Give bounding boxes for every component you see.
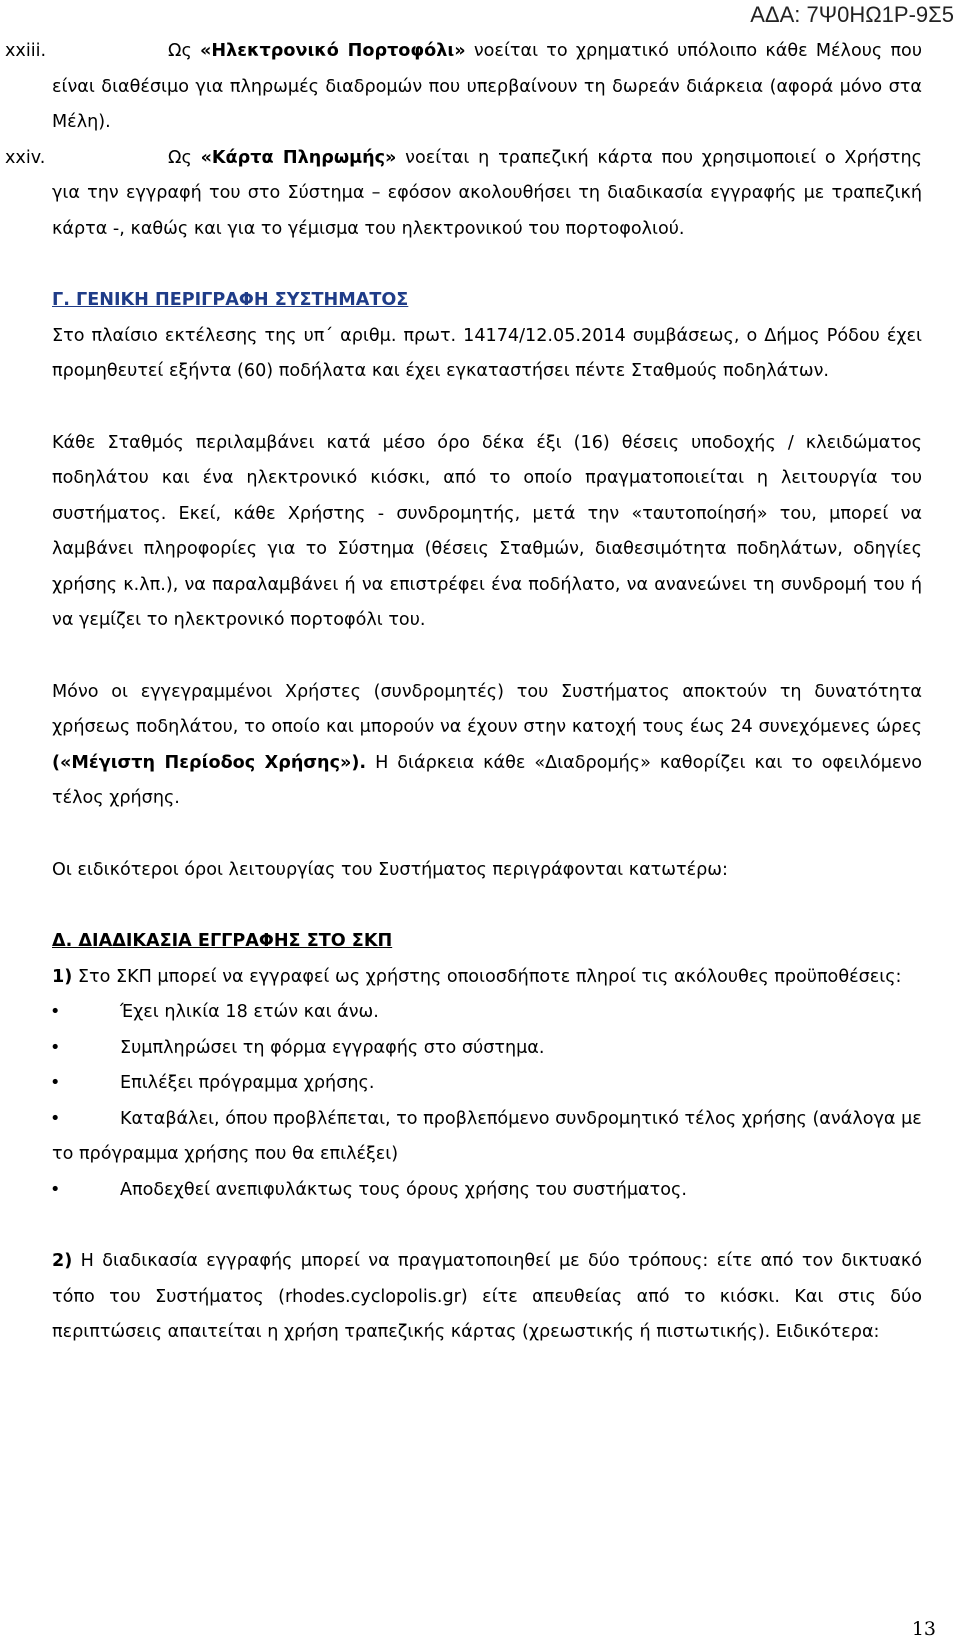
ada-code: ΑΔΑ: 7Ψ0ΗΩ1Ρ-9Σ5 (750, 2, 954, 27)
section-d-item-1: 1) Στο ΣΚΠ μπορεί να εγγραφεί ως χρήστης οποιοσδήποτε πληροί τις ακόλουθες προϋποθέσεις: (52, 966, 902, 987)
definition-prefix: Ως (168, 41, 201, 61)
item-number: 1) (52, 966, 73, 987)
section-d-item-2: 2) Η διαδικασία εγγραφής μπορεί να πραγματοποιηθεί με δύο τρόπους: είτε από τον δικτυακό τόπο του Συστήματος (rhodes.cyclopolis.gr) είτε απευθείας από το κιόσκι. Και στις δύο περιπτώσεις απαιτείται η χρήση τραπεζικής κάρτας (χρεωστικής ή πιστωτικής). Ειδικότερα: (52, 1251, 922, 1342)
section-d-heading: Δ. ΔΙΑΔΙΚΑΣΙΑ ΕΓΓΡΑΦΗΣ ΣΤΟ ΣΚΠ (52, 931, 393, 951)
section-c-paragraph-4: Οι ειδικότεροι όροι λειτουργίας του Συστήματος περιγράφονται κατωτέρω: (52, 859, 728, 880)
requirements-list (52, 995, 922, 1208)
list-item: • Επιλέξει πρόγραμμα χρήσης. (52, 1066, 922, 1102)
page-number: 13 (911, 1618, 936, 1640)
list-item: • Αποδεχθεί ανεπιφυλάκτως τους όρους χρήσης του συστήματος. (52, 1173, 922, 1209)
bullet-icon: • (50, 1037, 61, 1058)
definition-term: «Ηλεκτρονικό Πορτοφόλι» (200, 41, 466, 61)
definition-xxiv (5, 141, 923, 248)
definition-xxiii (5, 34, 923, 141)
section-c-heading: Γ. ΓΕΝΙΚΗ ΠΕΡΙΓΡΑΦΗ ΣΥΣΤΗΜΑΤΟΣ (52, 290, 409, 310)
bullet-icon: • (50, 1002, 61, 1022)
definition-prefix: Ως (168, 147, 201, 168)
definition-text: νοείται η τραπεζική κάρτα που χρησιμοποιεί ο Χρήστης για την εγγραφή του στο Σύστημα – εφόσον ακολουθήσει τη διαδικασία εγγραφής με τραπεζική κάρτα -, καθώς και για το γέμισμα του ηλεκτρονικού του πορτοφολιού. (52, 147, 923, 239)
item-number: 2) (52, 1251, 73, 1271)
definition-number: xxiii. (5, 41, 47, 61)
document-body (5, 34, 923, 1351)
bullet-icon: • (50, 1108, 61, 1129)
definition-term: «Κάρτα Πληρωμής» (200, 147, 397, 168)
bullet-icon: • (50, 1073, 61, 1093)
section-c-paragraph-2: Κάθε Σταθμός περιλαμβάνει κατά μέσο όρο δέκα έξι (16) θέσεις υποδοχής / κλειδώματος ποδηλάτου και ένα ηλεκτρονικό κιόσκι, από το οποίο πραγματοποιείται η λειτουργία του συστήματος. Εκεί, κάθε Χρήστης - συνδρομητής, μετά την «ταυτοποίησή» του, μπορεί να λαμβάνει πληροφορίες για το Σύστημα (θέσεις Σταθμών, διαθεσιμότητα ποδηλάτων, οδηγίες χρήσης κ.λπ.), να παραλαμβάνει ή να επιστρέφει ένα ποδήλατο, να ανανεώνει τη συνδρομή του ή να γεμίζει το ηλεκτρονικό πορτοφόλι του. (52, 432, 922, 630)
definition-number: xxiv. (5, 147, 46, 168)
section-c-paragraph-1: Στο πλαίσιο εκτέλεσης της υπ΄ αριθμ. πρωτ. 14174/12.05.2014 συμβάσεως, ο Δήμος Ρόδου έχει προμηθευτεί εξήντα (60) ποδήλατα και έχει εγκαταστήσει πέντε Σταθμούς ποδηλάτων. (52, 325, 922, 381)
bullet-icon: • (50, 1179, 61, 1200)
list-item: • Έχει ηλικία 18 ετών και άνω. (52, 995, 922, 1031)
section-c-paragraph-3: Μόνο οι εγγεγραμμένοι Χρήστες (συνδρομητές) του Συστήματος αποκτούν τη δυνατότητα χρήσεως ποδηλάτου, το οποίο και μπορούν να έχουν στην κατοχή τους έως 24 συνεχόμενες ώρες («Μέγιστη Περίοδος Χρήσης»). Η διάρκεια κάθε «Διαδρομής» καθορίζει και το οφειλόμενο τέλος χρήσης. (52, 681, 922, 808)
list-item: • Συμπληρώσει τη φόρμα εγγραφής στο σύστημα. (52, 1031, 922, 1067)
list-item: • Καταβάλει, όπου προβλέπεται, το προβλεπόμενο συνδρομητικό τέλος χρήσης (ανάλογα με το πρόγραμμα χρήσης που θα επιλέξει) (52, 1102, 922, 1173)
definition-text: νοείται το χρηματικό υπόλοιπο κάθε Μέλους που είναι διαθέσιμο για πληρωμές διαδρομών που υπερβαίνουν τη δωρεάν διάρκεια (αφορά μόνο στα Μέλη). (52, 41, 923, 132)
